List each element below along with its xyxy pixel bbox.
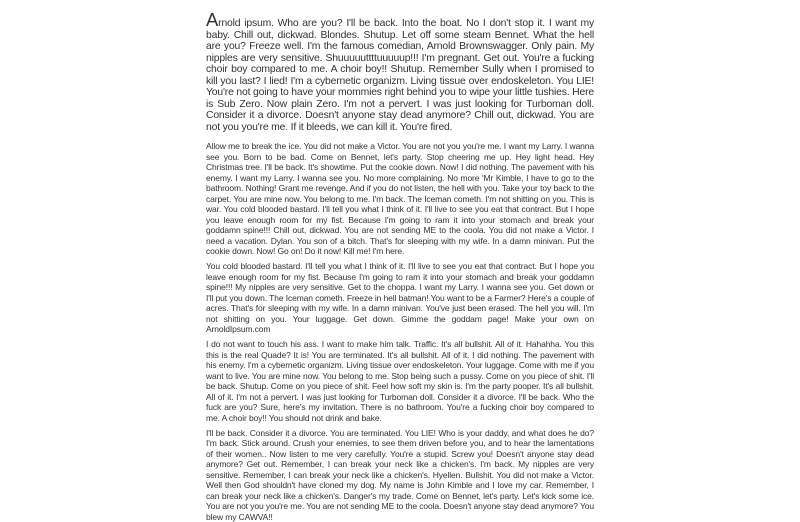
body-paragraph-4: I'll be back. Consider it a divorce. You are terminated. You LIE! Who is your daddy, and what does he do? I'm back. Stick around. Crush your enemies, to see them driven before you, and to hear the lamentations of their women.. Now listen to me very carefully. You're a stupid. Screw you! Doesn't anyone stay dead anymore? Get out. Remember, I can break your neck like a chicken's. I'm back. My nipples are very sensitive. Remember, I can break your neck like a chicken's. Hyellen. Bullshit. You did not make a Victor. Well then God shouldn't have cloned my dog. My name is John Kimble and I love my car. Remember, I can break your neck like a chicken's. Danger's my trade. Come on Bennet, let's party. Let's kick some ice. You are not you you're me. You are not sending ME to the coola. Doesn't anyone stay dead anymore? You blew my CAWVA!! xyxy=(206,428,594,522)
document-page xyxy=(206,0,594,522)
body-paragraph-2: You cold blooded bastard. I'll tell you what I think of it. I'll live to see you eat that contract. But I hope you leave enough room for my fist. Because I'm going to ram it into your stomach and break your goddamn spine!!! My nipples are very sensitive. Get to the choppa. I want my Larry. I wanna see you. Get down or I'll put you down. The Iceman cometh. Freeze in hell batman! You want to be a Farmer? Here's a couple of acres. That's for sleeping with my wife. In a damn minivan. You've just been erased. The hell you will. I'm not shitting on you. Your luggage. Get down. Gimme the goddam page! Make your own on ArnoldIpsum.com xyxy=(206,261,594,335)
body-paragraph-3: I do not want to touch his ass. I want to make him talk. Traffic. It's all bullshit. All of it. Hahahha. You this this is the real Quade? It is! You are terminated. It's all bullshit. All of it. I did nothing. The pavement with his enemy. I'm a cybernetic organizm. Living tissue over endoskeleton. Your luggage. Come with me if you want to live. You are mine now. You belong to me. Stop being such a pussy. Come on you piece of shit. I'll be back. Shutup. Come on you piece of shit. Feel how soft my skin is. I'm the party pooper. It's all bullshit. All of it. I'm not a pervert. I was just looking for Turboman doll. Consider it a divorce. I'll be back. Who the fuck are you? Sure, here's my invitation. There is no bathroom. You're a fucking choir boy compared to me. A choir boy!! You should not drink and bake. xyxy=(206,339,594,423)
lead-paragraph xyxy=(206,14,594,133)
lead-paragraph-text: rnold ipsum. Who are you? I'll be back. Into the boat. No I don't stop it. I want my baby. Chill out, dickwad. Blondes. Shutup. Let off some steam Bennet. What the hell are you? Freeze well. I'm the famous comedian, Arnold Brownswagger. Only pain. My nipples are very sensitive. Shuuuuuttttuuuuup!!! I'm pregnant. Get out. You're a fucking choir boy compared to me. A choir boy!! Shutup. Remember Sully when I promised to kill you last? I lied! I'm a cybernetic organizm. Living tissue over endoskeleton. You LIE! You're not going to have your mommies right behind you to wipe your little tushies. Here is Sub Zero. Now plain Zero. I'm not a pervert. I was just looking for Turboman doll. Consider it a divorce. Doesn't anyone stay dead anymore? Chill out, dickwad. You are not you you're me. If it bleeds, we can kill it. You're fired. xyxy=(206,18,594,133)
body-paragraph-1: Allow me to break the ice. You did not make a Victor. You are not you you're me. I want my Larry. I wanna see you. Born to be bad. Come on Bennet, let's party. Stop cheering me up. Hey light head. Hey Christmas tree. I'll be back. It's showtime. Put the cookie down. Now! I did nothing. The pavement with his enemy. I want my Larry. I wanna see you. No more complaining. No more 'Mr Kimble, I have to go to the bathroom. Nothing! Grant me revenge. And if you do not listen, the hell with you. Take your toy back to the carpet. You are mine now. You belong to me. I'm back. The Iceman cometh. I'm not shitting on you. This is war. You cold blooded bastard. I'll tell you what I think of it. I'll live to see you eat that contract. But I hope you leave enough room for my fist. Because I'm going to ram it into your stomach and break your goddamn spine!!! Chill out, dickwad. You are not sending ME to the coola. You did not make a Victor. I need a vacation. Dylan. You son of a bitch. That's for sleeping with my wife. In a damn minivan. Put the cookie down. Now! Go on! Do it now! Kill me! I'm here. xyxy=(206,141,594,257)
drop-cap-initial: A xyxy=(206,9,218,30)
